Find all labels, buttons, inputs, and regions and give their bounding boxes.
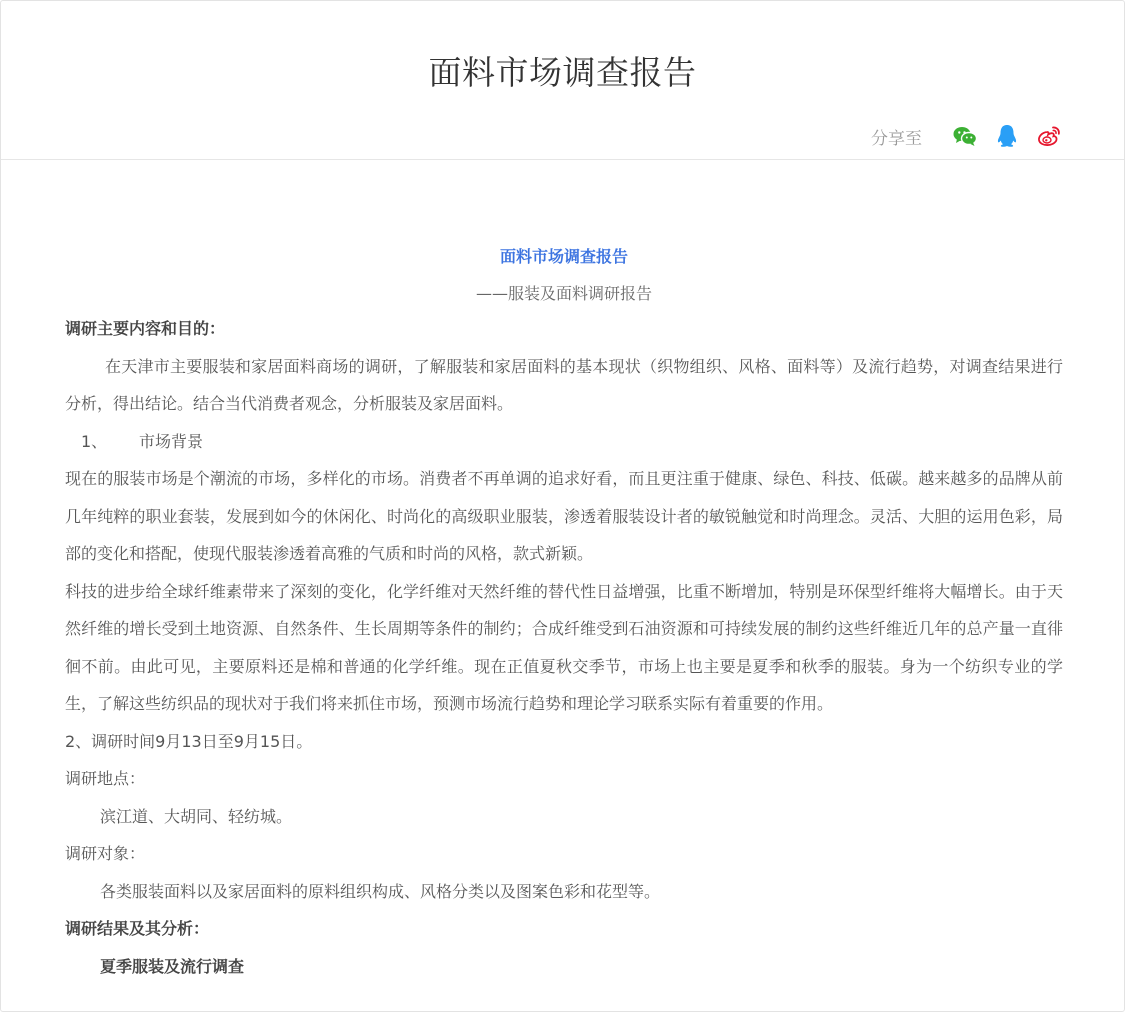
weibo-icon[interactable]	[1036, 123, 1062, 149]
share-label: 分享至	[871, 128, 922, 149]
background-paragraph-1: 现在的服装市场是个潮流的市场，多样化的市场。消费者不再单调的追求好看，而且更注重于健康、绿色、科技、低碳。越来越多的品牌从前几年纯粹的职业套装，发展到如今的休闲化、时尚化的高级职业服装，渗透着服装设计者的敏锐触觉和时尚理念。灵活、大胆的运用色彩，局部的变化和搭配，使现代服装渗透着高雅的气质和时尚的风格，款式新颖。	[65, 469, 1063, 563]
wechat-icon[interactable]	[952, 123, 978, 149]
location-value: 滨江道、大胡同、轻纺城。	[100, 806, 293, 826]
section-heading-purpose: 调研主要内容和目的：	[65, 319, 226, 338]
target-value: 各类服装面料以及家居面料的原料组织构成、风格分类以及图案色彩和花型等。	[100, 881, 661, 901]
article-body	[65, 241, 1063, 985]
background-paragraph-2: 科技的进步给全球纤维素带来了深刻的变化，化学纤维对天然纤维的替代性日益增强，比重不断增加，特别是环保型纤维将大幅增长。由于天然纤维的增长受到土地资源、自然条件、生长周期等条件的制约；合成纤维受到石油资源和可持续发展的制约这些纤维近几年的总产量一直徘徊不前。由此可见，主要原料还是棉和普通的化学纤维。现在正值夏秋交季节，市场上也主要是夏季和秋季的服装。身为一个纺织专业的学生，了解这些纺织品的现状对于我们将来抓住市场，预测市场流行趋势和理论学习联系实际有着重要的作用。	[65, 581, 1063, 713]
page-title: 面料市场调查报告	[428, 53, 697, 92]
intro-paragraph: 在天津市主要服装和家居面料商场的调研，了解服装和家居面料的基本现状（织物组织、风格、面料等）及流行趋势，对调查结果进行分析，得出结论。结合当代消费者观念，分析服装及家居面料。	[65, 356, 1063, 413]
document-subtitle: ——服装及面料调研报告	[475, 284, 652, 303]
list-item-number: 1、	[81, 431, 108, 451]
list-item-label: 市场背景	[139, 431, 204, 451]
location-label: 调研地点：	[65, 769, 146, 788]
share-bar	[871, 121, 1062, 151]
article-header	[1, 1, 1124, 160]
qq-icon[interactable]	[994, 123, 1020, 149]
section-heading-results: 调研结果及其分析：	[65, 919, 210, 938]
document-title: 面料市场调查报告	[499, 247, 628, 266]
research-time: 2、调研时间9月13日至9月15日。	[65, 731, 313, 751]
list-item-market-background	[65, 423, 1063, 461]
target-label: 调研对象：	[65, 844, 146, 863]
subsection-heading-summer: 夏季服装及流行调查	[100, 956, 245, 976]
